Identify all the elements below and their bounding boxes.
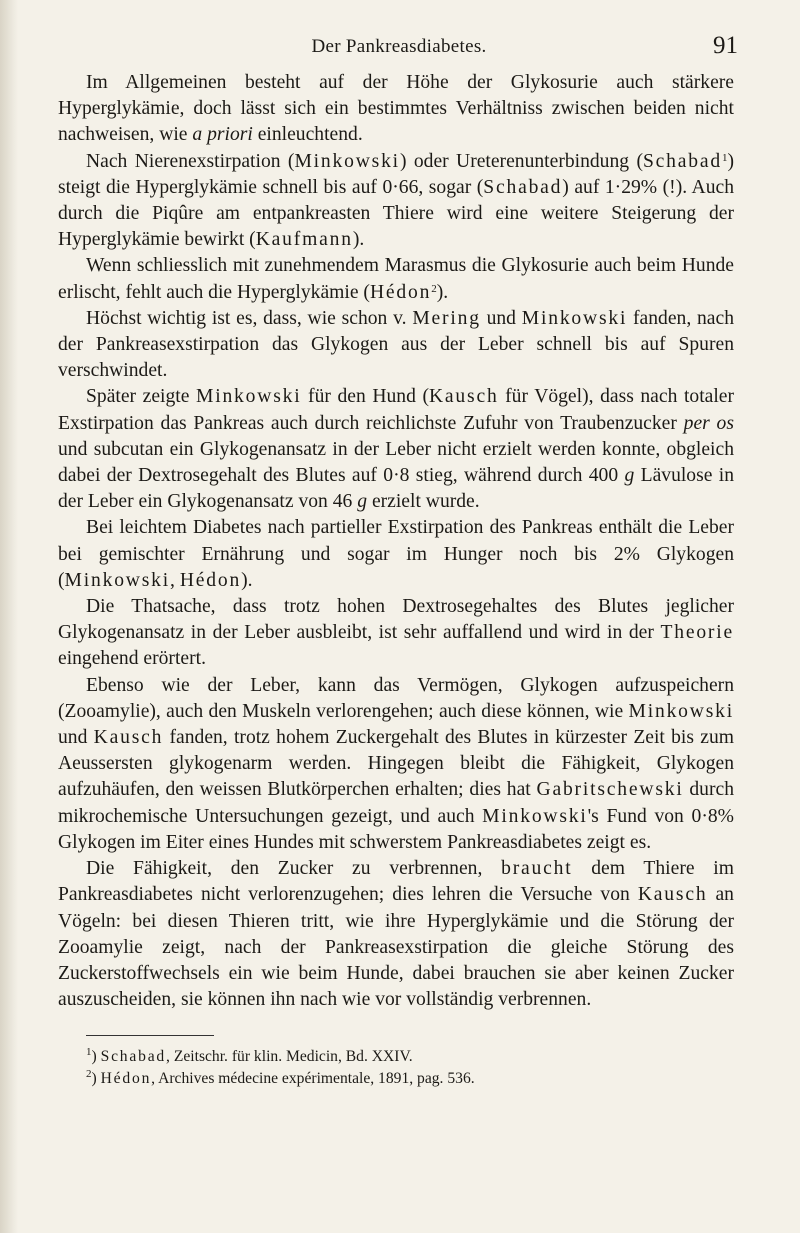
paragraph <box>58 70 734 149</box>
author-name: Gabritschewski <box>536 779 684 801</box>
text-run: dem Thiere im Pankreasdiabetes nicht verlorenzugehen; dies lehren die Versuche von <box>58 858 734 906</box>
paragraph-list <box>58 70 734 1013</box>
running-title: Der Pankreasdiabetes. <box>311 36 487 57</box>
text-run: Im Allgemeinen besteht auf der Höhe der Glykosurie auch stärkere Hyperglykämie, doch lässt sich ein bestimmtes Verhältniss zwischen beiden nicht nachweisen, wie <box>58 72 734 146</box>
text-run: und <box>58 727 94 749</box>
text-run: für Vögel), dass nach totaler Exstirpation das Pankreas auch durch reichlichste Zufuhr von Traubenzucker <box>58 386 734 434</box>
author-name: Mering <box>412 307 481 329</box>
text-run: und <box>480 307 522 329</box>
text-run: an Vögeln: bei diesen Thieren tritt, wie ihre Hyperglykämie und die Störung der Zooamylie zeigt, nach der Pankreasexstirpation die gleiche Störung des Zuckerstoffwechsels ein wie beim Hunde, dabei brauchen sie aber keinen Zucker auszuscheiden, sie können ihn nach wie vor vollständig verbrennen. <box>58 884 734 1011</box>
footnote-list <box>58 1046 734 1090</box>
text-run: fanden, nach der Pankreasexstirpation das Glykogen aus der Leber schnell bis auf Spuren verschwindet. <box>58 307 734 382</box>
paragraph <box>58 673 734 856</box>
text-run: und subcutan ein Glykogenansatz in der Leber nicht erzielt werden konnte, obgleich dabei der Dextrosegehalt des Blutes auf 0·8 stieg, während durch 400 <box>58 438 734 487</box>
text-run: Bei leichtem Diabetes nach partieller Exstirpation des Pankreas enthält die Leber bei gemischter Ernährung und sogar im Hunger noch bis 2% Glykogen ( <box>58 517 734 591</box>
author-name: Schabad <box>483 176 563 198</box>
paragraph <box>58 149 734 254</box>
text-run: a priori <box>192 124 253 146</box>
text-run: 's Fund von 0·8% Glykogen im Eiter eines Hundes mit schwerstem Pankreasdiabetes zeigt es. <box>58 805 734 853</box>
text-run: eingehend erörtert. <box>58 648 206 670</box>
footnote-ref: 1 <box>721 151 728 164</box>
text-run: Später zeigte <box>86 386 196 408</box>
footnote <box>58 1046 734 1068</box>
text-run: durch mikrochemische Untersuchungen gezeigt, und auch <box>58 779 734 827</box>
paragraph <box>58 253 734 305</box>
text-run: g <box>357 491 368 513</box>
text-run: , Zeitschr. für klin. Medicin, Bd. XXIV. <box>166 1048 413 1066</box>
text-run: ) <box>91 1070 101 1088</box>
author-name: Hédon <box>369 281 432 303</box>
footnote <box>58 1068 734 1090</box>
text-run: für den Hund ( <box>301 386 429 408</box>
paragraph <box>58 594 734 673</box>
text-run: ). <box>436 281 449 303</box>
footnote-ref: 2 <box>431 282 437 295</box>
author-name: Schabad <box>642 150 722 172</box>
author-name: Minkowski <box>294 150 400 172</box>
body-text <box>58 70 734 1090</box>
text-run: Lävulose in der Leber ein Glykogenansatz von 46 <box>58 465 735 513</box>
text-run: g <box>624 465 635 487</box>
paragraph <box>58 856 734 1013</box>
text-run: ) <box>91 1048 101 1066</box>
page-edge-shadow <box>0 0 18 1233</box>
text-run: , Archives médecine expérimentale, 1891, pag. 536. <box>151 1070 475 1088</box>
text-run: Höchst wichtig ist es, dass, wie schon v. <box>86 307 413 329</box>
paragraph <box>58 306 734 385</box>
text-run: ) auf 1·29% (!). Auch durch die Piqûre am entpankreasten Thiere wird eine weitere Steigerung der Hyperglykämie bewirkt ( <box>58 176 734 251</box>
footnote-rule <box>86 1035 214 1036</box>
text-run: per os <box>683 412 734 434</box>
text-run: ). <box>241 569 253 591</box>
author-name: Kausch <box>93 727 164 749</box>
text-run: , <box>170 569 180 591</box>
author-name: Minkowski <box>628 700 734 722</box>
text-run: ). <box>352 229 365 251</box>
text-run: Die Thatsache, dass trotz hohen Dextrosegehaltes des Blutes jeglicher Glykogenansatz in der Leber ausbleibt, ist sehr auffallend und wird in der <box>58 596 734 644</box>
footnote-ref: 1 <box>86 1046 92 1059</box>
author-name: Theorie <box>660 622 734 644</box>
text-run: Wenn schliesslich mit zunehmendem Marasmus die Glykosurie auch beim Hunde erlischt, fehlt auch die Hyperglykämie ( <box>58 255 734 303</box>
text-run: erzielt wurde. <box>367 491 480 513</box>
author-name: Schabad <box>100 1048 167 1066</box>
text-run: fanden, trotz hohem Zuckergehalt des Blutes in kürzester Zeit bis zum Aeussersten glykogenarm werden. Hingegen bleibt die Fähigkeit, Glykogen aufzuhäufen, den weissen Blutkörperchen erhalten; dies hat <box>58 727 735 801</box>
page-number: 91 <box>713 32 738 59</box>
text-run: Ebenso wie der Leber, kann das Vermögen, Glykogen aufzuspeichern (Zooamylie), auch den Muskeln verlorengehen; auch diese können, wie <box>58 674 734 722</box>
paragraph <box>58 384 734 515</box>
text-run: ) oder Ureterenunterbindung ( <box>399 150 643 172</box>
author-name: Minkowski <box>64 569 171 591</box>
author-name: Kaufmann <box>255 229 353 251</box>
page-header <box>60 32 738 66</box>
author-name: Hédon <box>179 569 242 591</box>
text-run: einleuchtend. <box>252 124 363 146</box>
author-name: Hédon <box>100 1070 152 1088</box>
author-name: Minkowski <box>521 307 628 329</box>
text-run: Die Fähigkeit, den Zucker zu verbrennen, <box>86 858 502 880</box>
author-name: braucht <box>501 858 573 880</box>
text-run: ) steigt die Hyperglykämie schnell bis auf 0·66, sogar ( <box>58 150 734 198</box>
author-name: Minkowski <box>482 805 588 827</box>
footnote-ref: 2 <box>86 1068 92 1081</box>
author-name: Kausch <box>637 884 708 906</box>
paragraph <box>58 515 734 594</box>
author-name: Kausch <box>428 386 499 408</box>
author-name: Minkowski <box>195 386 302 408</box>
text-run: Nach Nierenexstirpation ( <box>86 150 295 172</box>
